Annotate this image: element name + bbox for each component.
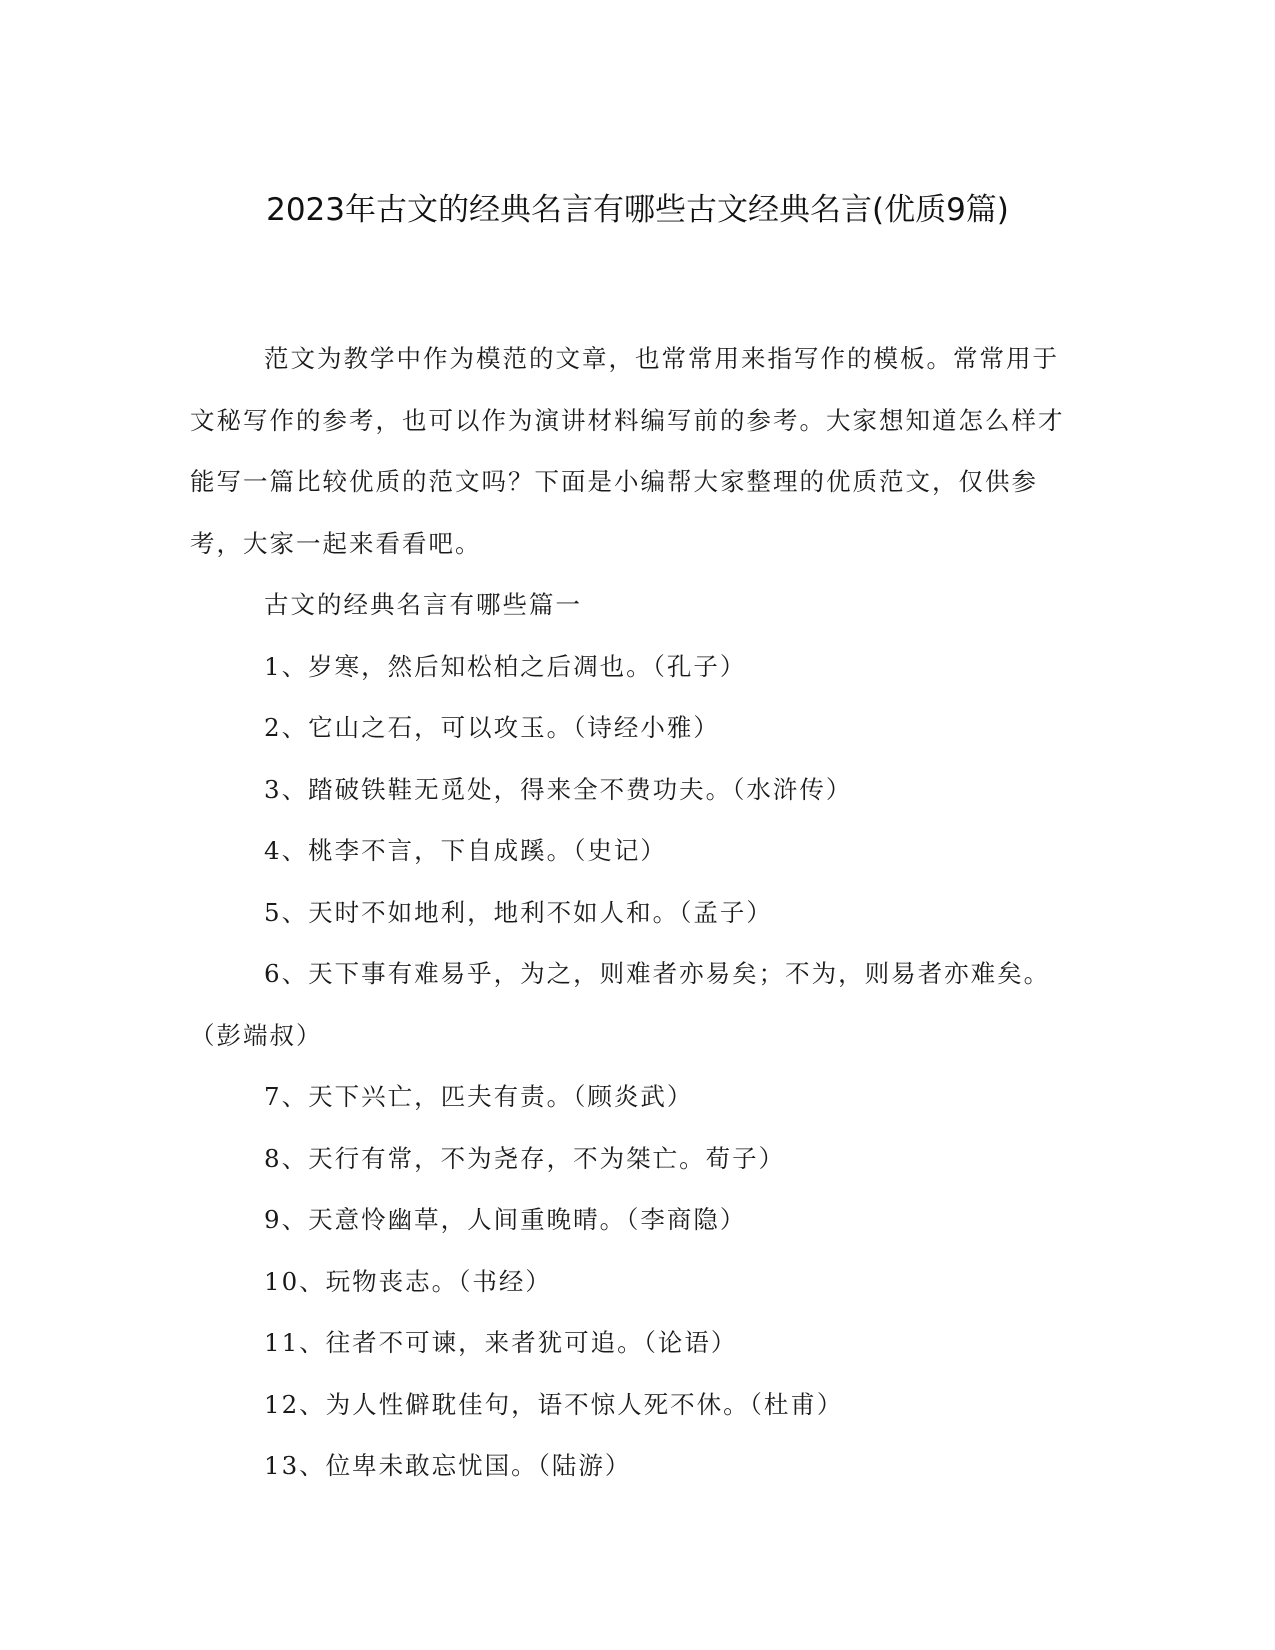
section-heading: 古文的经典名言有哪些篇一: [264, 590, 582, 619]
quote-item: 1、岁寒，然后知松柏之后凋也。（孔子）: [264, 651, 747, 681]
document-title: 2023年古文的经典名言有哪些古文经典名言(优质9篇): [266, 192, 1009, 228]
quote-item: 13、位卑未敢忘忧国。（陆游）: [264, 1451, 632, 1480]
quote-item: 10、玩物丧志。（书经）: [264, 1266, 552, 1296]
quote-item: 7、天下兴亡，匹夫有责。（顾炎武）: [264, 1082, 694, 1111]
quote-item: 9、天意怜幽草，人间重晚晴。（李商隐）: [264, 1205, 747, 1234]
quote-item: 2、它山之石，可以攻玉。（诗经小雅）: [264, 713, 720, 742]
quote-item: 3、踏破铁鞋无觅处，得来全不费功夫。（水浒传）: [264, 774, 853, 804]
quote-item: 5、天时不如地利，地利不如人和。（孟子）: [264, 897, 773, 927]
quote-item: 6、天下事有难易乎，为之，则难者亦易矣；不为，则易者亦难矣。（彭端叔）: [190, 959, 1051, 1050]
quote-item: 12、为人性僻耽佳句，语不惊人死不休。（杜甫）: [264, 1389, 844, 1419]
intro-paragraph: 范文为教学中作为模范的文章，也常常用来指写作的模板。常常用于文秘写作的参考，也可以作为演讲材料编写前的参考。大家想知道怎么样才能写一篇比较优质的范文吗？下面是小编帮大家整理的优质范文，仅供参考，大家一起来看看吧。: [190, 344, 1065, 558]
document-body: [190, 328, 1070, 1497]
quote-item: 11、往者不可谏，来者犹可追。（论语）: [264, 1328, 738, 1357]
quote-item: 4、桃李不言，下自成蹊。（史记）: [264, 836, 667, 865]
quote-item: 8、天行有常，不为尧存，不为桀亡。荀子）: [264, 1143, 786, 1173]
